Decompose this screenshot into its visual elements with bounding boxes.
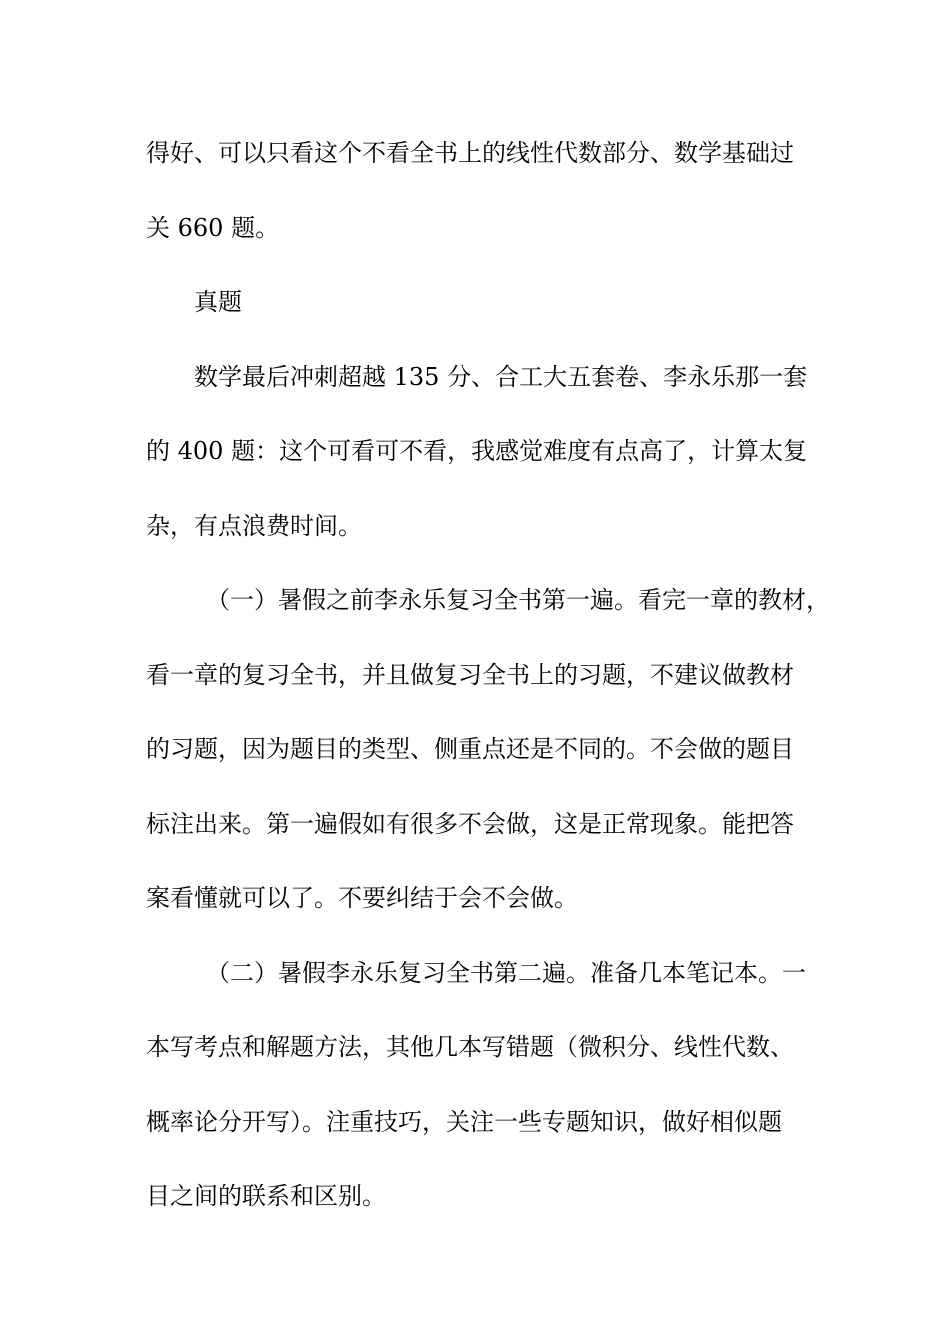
document-body <box>146 116 830 1234</box>
paragraph-line: 看一章的复习全书，并且做复习全书上的习题，不建议做教材 <box>146 660 794 689</box>
paragraph-line: 概率论分开写）。注重技巧，关注一些专题知识，做好相似题 <box>146 1107 782 1136</box>
paragraph-line: 的 400 题：这个可看可不看，我感觉难度有点高了，计算太复 <box>146 437 808 465</box>
paragraph-line: 案看懂就可以了。不要纠结于会不会做。 <box>146 884 578 912</box>
paragraph-line: 数学最后冲刺超越 135 分、合工大五套卷、李永乐那一套 <box>194 362 808 391</box>
paragraph-line: 本写考点和解题方法，其他几本写错题（微积分、线性代数、 <box>146 1033 794 1061</box>
paragraph-line: 标注出来。第一遍假如有很多不会做，这是正常现象。能把答 <box>146 809 794 838</box>
paragraph-line: （二）暑假李永乐复习全书第二遍。准备几本笔记本。一 <box>206 958 806 987</box>
paragraph-line: 得好、可以只看这个不看全书上的线性代数部分、数学基础过 <box>146 139 794 167</box>
paragraph-line: 的习题，因为题目的类型、侧重点还是不同的。不会做的题目 <box>146 735 794 763</box>
paragraph-line: （一）暑假之前李永乐复习全书第一遍。看完一章的教材， <box>206 586 830 614</box>
paragraph-line: 关 660 题。 <box>146 213 280 242</box>
paragraph-line: 目之间的联系和区别。 <box>146 1182 386 1210</box>
section-heading: 真题 <box>194 288 242 316</box>
paragraph-line: 杂，有点浪费时间。 <box>146 511 362 540</box>
